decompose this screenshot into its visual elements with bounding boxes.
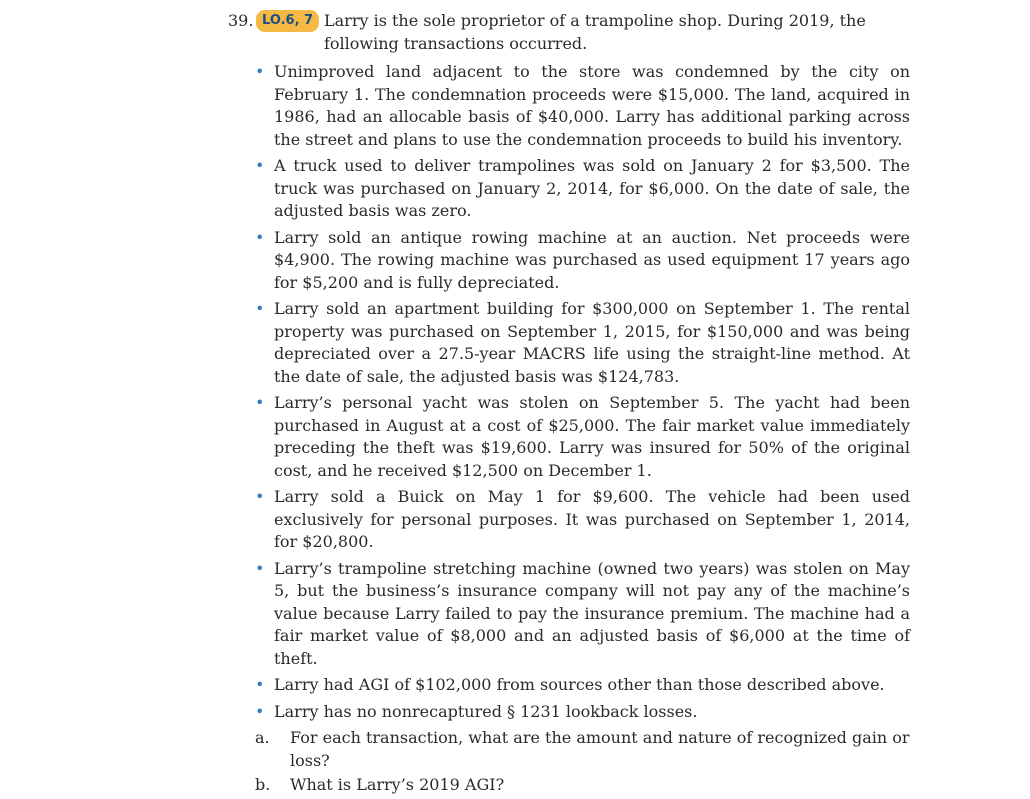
bullet-icon: • — [255, 393, 265, 412]
list-item: • Larry’s trampoline stretching machine (owned two years) was stolen on May 5, but the business’s insurance company will not pay any of the machine’s value because Larry failed to pay the insurance premium. The machine had a fair market value of $8,000 and an adjusted basis of $6,000 at the time of theft. — [255, 558, 910, 668]
list-item: • Unimproved land adjacent to the store was condemned by the city on February 1. The condemnation proceeds were $15,000. The land, acquired in 1986, had an allocable basis of $40,000. Larry has additional parking across the street and plans to use the condemnation proceeds to build his inventory. — [255, 62, 910, 149]
list-item: • Larry had AGI of $102,000 from sources other than those described above. — [228, 674, 910, 697]
transaction-list — [228, 61, 910, 723]
list-item: • Larry has no nonrecaptured § 1231 lookback losses. — [228, 701, 910, 724]
list-item: • A truck used to deliver trampolines was sold on January 2 for $3,500. The truck was purchased on January 2, 2014, for $6,000. On the date of sale, the adjusted basis was zero. — [255, 156, 910, 220]
problem-39 — [228, 10, 910, 799]
part-letter: a. — [255, 728, 270, 747]
part-letter: b. — [255, 775, 271, 794]
list-item: • Larry’s personal yacht was stolen on September 5. The yacht had been purchased in August at a cost of $25,000. The fair market value immediately preceding the theft was $19,600. Larry was insured for 50% of the original cost, and he received $12,500 on December 1. — [255, 393, 910, 480]
question-part — [228, 774, 910, 797]
list-item: • Larry sold a Buick on May 1 for $9,600. The vehicle had been used exclusively for personal purposes. It was purchased on September 1, 2014, for $20,800. — [255, 487, 910, 551]
bullet-icon: • — [255, 227, 265, 247]
question-parts — [228, 727, 910, 797]
problem-header — [228, 10, 910, 55]
bullet-icon: • — [255, 299, 265, 318]
part-text: What is Larry’s 2019 AGI? — [290, 775, 505, 794]
bullet-icon: • — [255, 62, 265, 81]
bullet-icon: • — [255, 487, 265, 506]
problem-number: 39. — [228, 11, 254, 30]
bullet-icon: • — [255, 701, 265, 721]
learning-objective-badge: LO.6, 7 — [256, 10, 319, 32]
problem-intro: Larry is the sole proprietor of a trampoline shop. During 2019, the following transactions occurred. — [324, 11, 866, 53]
bullet-icon: • — [255, 156, 265, 175]
part-text: For each transaction, what are the amount and nature of recognized gain or loss? — [290, 728, 910, 770]
question-part — [228, 727, 910, 772]
bullet-icon: • — [255, 558, 265, 578]
list-item: • Larry sold an apartment building for $300,000 on September 1. The rental property was purchased on September 1, 2015, for $150,000 and was being depreciated over a 27.5-year MACRS life using the straight-line method. At the date of sale, the adjusted basis was $124,783. — [255, 299, 910, 386]
list-item: • Larry sold an antique rowing machine at an auction. Net proceeds were $4,900. The rowing machine was purchased as used equipment 17 years ago for $5,200 and is fully depreciated. — [255, 227, 910, 292]
bullet-icon: • — [255, 675, 265, 694]
